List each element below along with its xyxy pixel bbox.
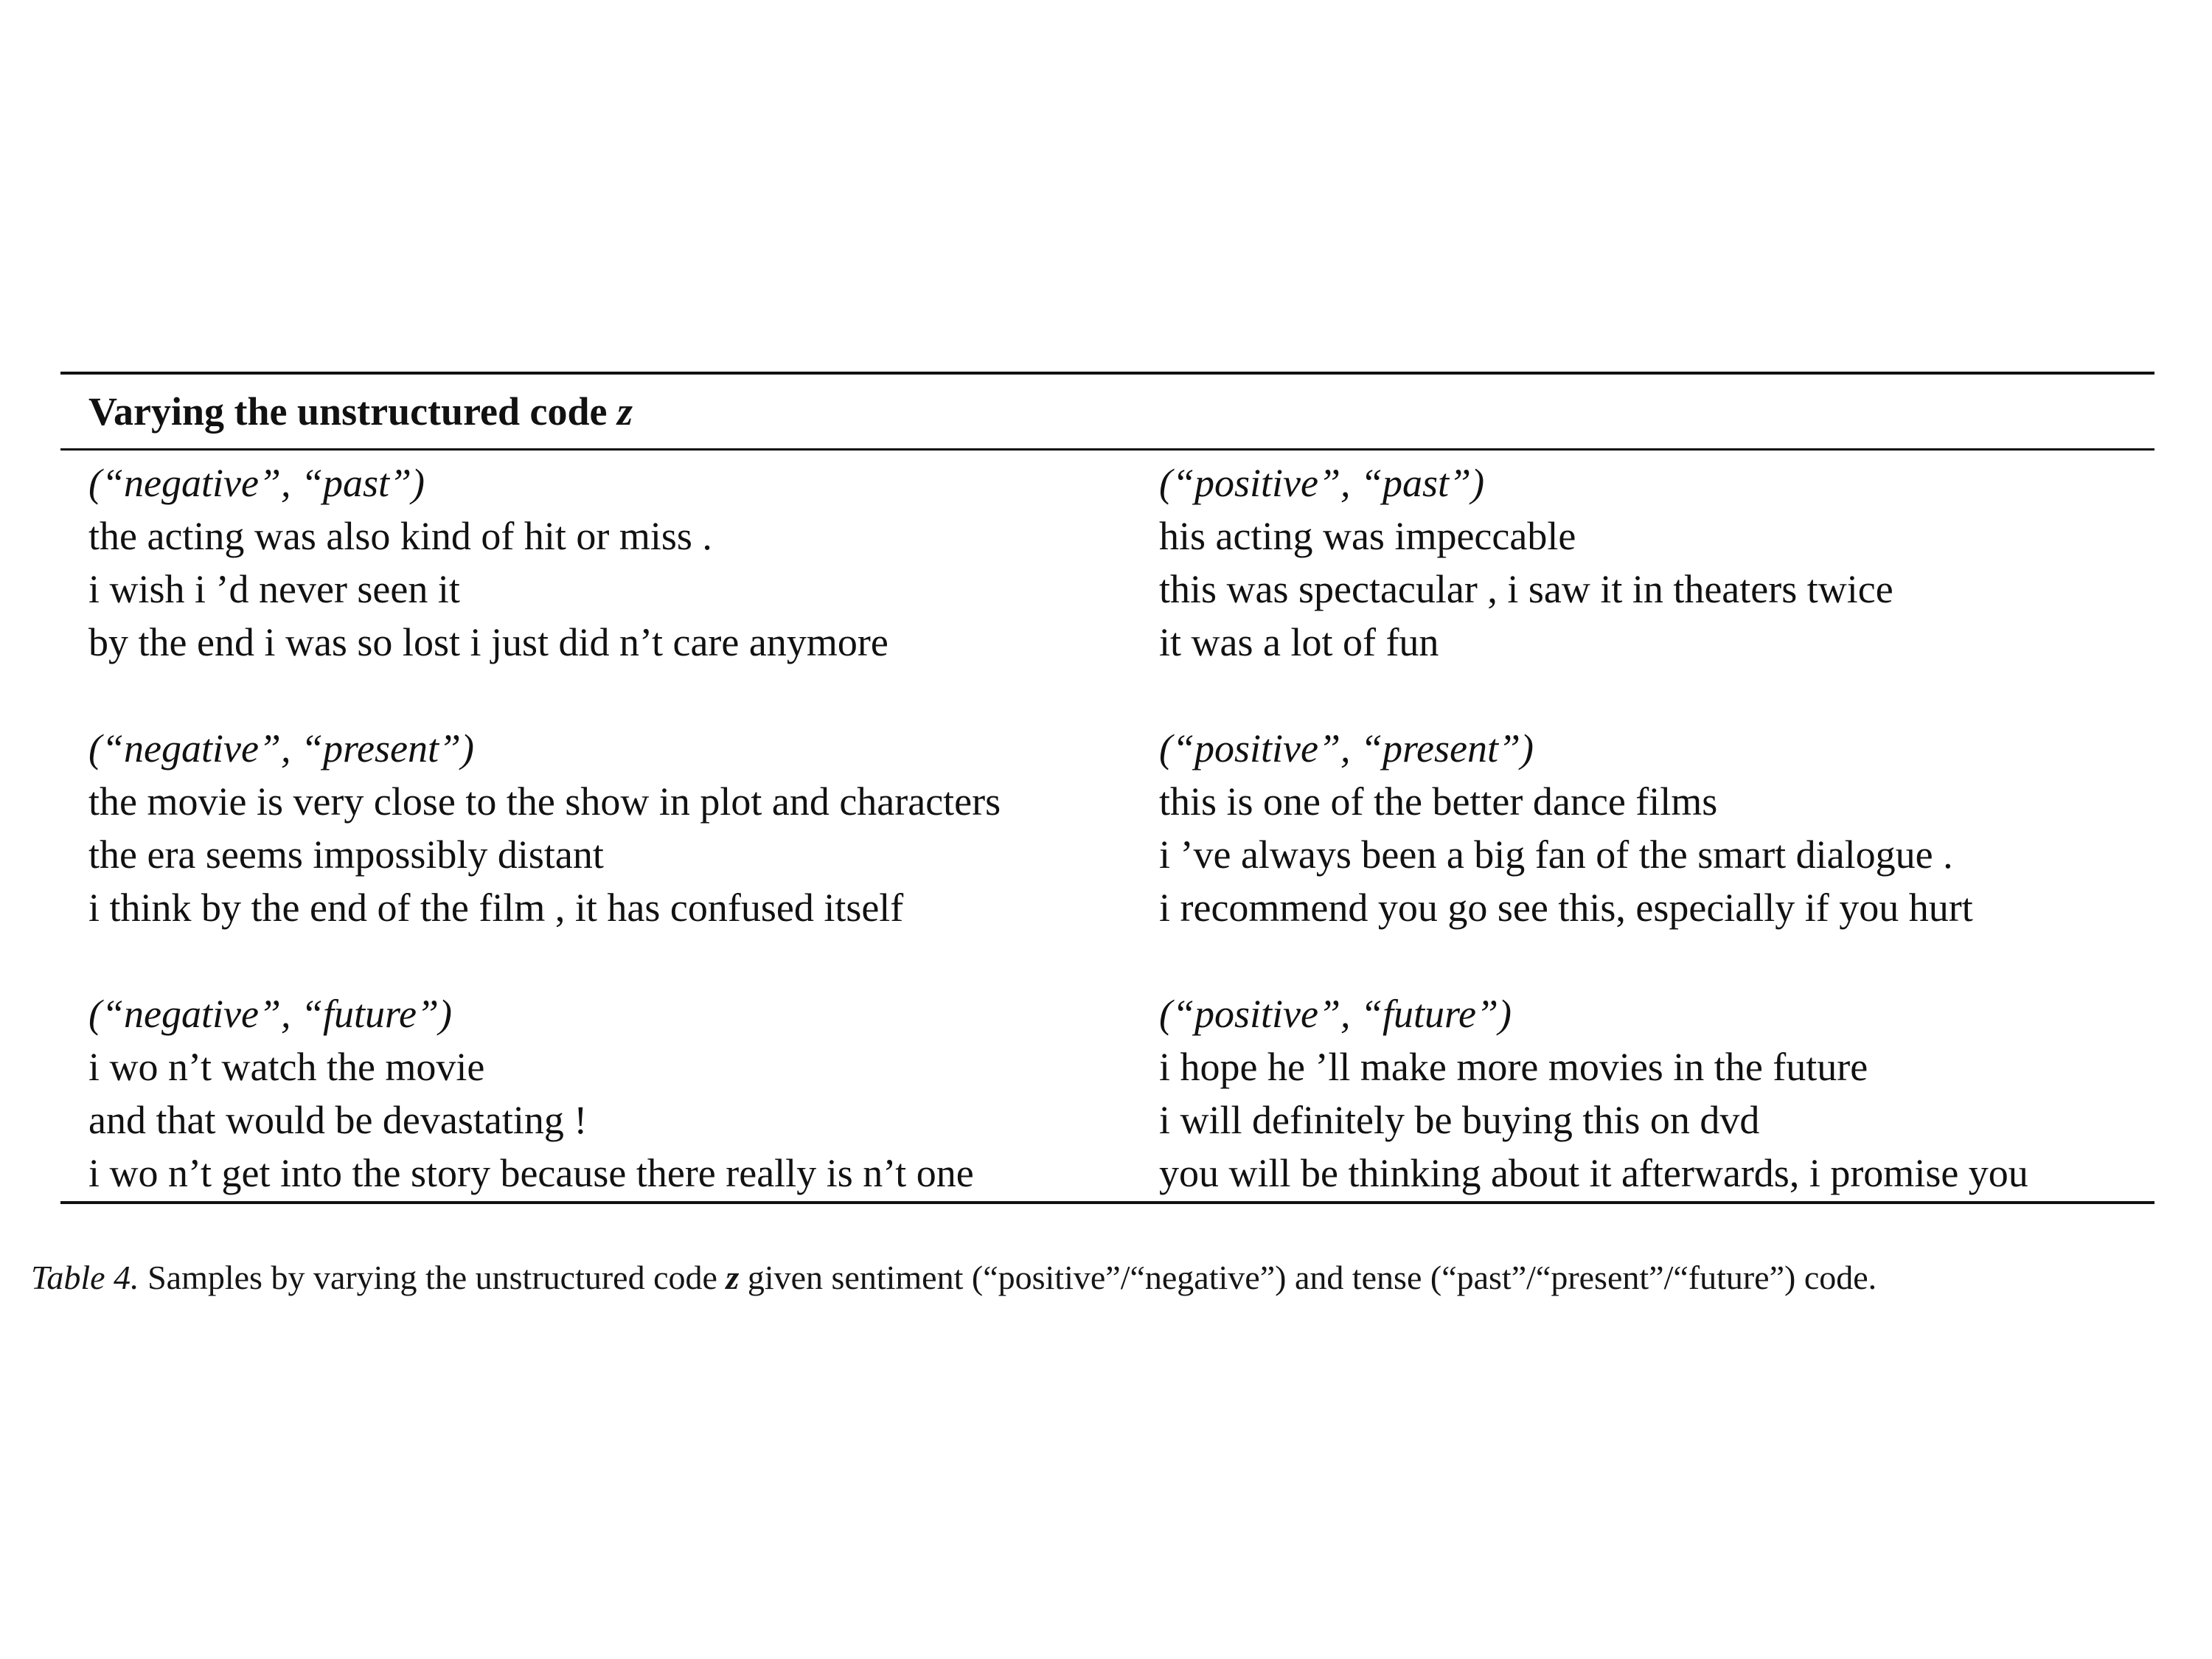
group-label: (“positive”, “future”)	[1159, 992, 1512, 1036]
samples-table	[60, 372, 2154, 1204]
sample-sentence: i recommend you go see this, especially if you hurt	[1159, 886, 1973, 930]
sample-sentence: his acting was impeccable	[1159, 514, 1576, 558]
sample-sentence: and that would be devastating !	[88, 1098, 588, 1142]
table-bottom-rule	[60, 1201, 2154, 1204]
sample-sentence: by the end i was so lost i just did n’t care anymore	[88, 620, 888, 664]
positive-present-column	[1159, 722, 2154, 934]
table-title-variable: z	[617, 389, 633, 434]
sample-sentence: i wo n’t watch the movie	[88, 1045, 485, 1089]
sample-sentence: the acting was also kind of hit or miss .	[88, 514, 712, 558]
sample-sentence: you will be thinking about it afterwards, i promise you	[1159, 1151, 2028, 1195]
sample-sentence: the movie is very close to the show in plot and characters	[88, 779, 1001, 824]
caption-text: Samples by varying the unstructured code	[147, 1259, 717, 1296]
table-caption	[31, 1256, 2199, 1300]
table-title	[60, 375, 2154, 448]
sample-sentence: i hope he ’ll make more movies in the future	[1159, 1045, 1868, 1089]
negative-future-column	[60, 987, 1159, 1200]
sample-sentence: it was a lot of fun	[1159, 620, 1439, 664]
group-label: (“positive”, “past”)	[1159, 461, 1485, 505]
sample-sentence: this was spectacular , i saw it in theaters twice	[1159, 567, 1893, 611]
caption-text-rest: given sentiment (“positive”/“negative”) and tense (“past”/“present”/“future”) code.	[747, 1259, 1877, 1296]
positive-future-column	[1159, 987, 2154, 1200]
negative-past-column	[60, 456, 1159, 669]
group-label: (“positive”, “present”)	[1159, 726, 1534, 771]
sample-sentence: i think by the end of the film , it has confused itself	[88, 886, 904, 930]
caption-variable: z	[726, 1259, 740, 1296]
sample-sentence: the era seems impossibly distant	[88, 832, 604, 877]
positive-past-column	[1159, 456, 2154, 669]
table-group-present	[60, 722, 2154, 934]
sample-sentence: i will definitely be buying this on dvd	[1159, 1098, 1760, 1142]
sample-sentence: i wish i ’d never seen it	[88, 567, 460, 611]
table-group-past	[60, 456, 2154, 669]
table-body	[60, 451, 2154, 1201]
negative-present-column	[60, 722, 1159, 934]
table-title-text: Varying the unstructured code	[88, 389, 608, 434]
sample-sentence: this is one of the better dance films	[1159, 779, 1718, 824]
sample-sentence: i wo n’t get into the story because there really is n’t one	[88, 1151, 974, 1195]
group-label: (“negative”, “present”)	[88, 726, 474, 771]
table-group-future	[60, 987, 2154, 1200]
sample-sentence: i ’ve always been a big fan of the smart dialogue .	[1159, 832, 1953, 877]
group-label: (“negative”, “past”)	[88, 461, 425, 505]
group-label: (“negative”, “future”)	[88, 992, 452, 1036]
caption-number: Table 4.	[31, 1259, 139, 1296]
